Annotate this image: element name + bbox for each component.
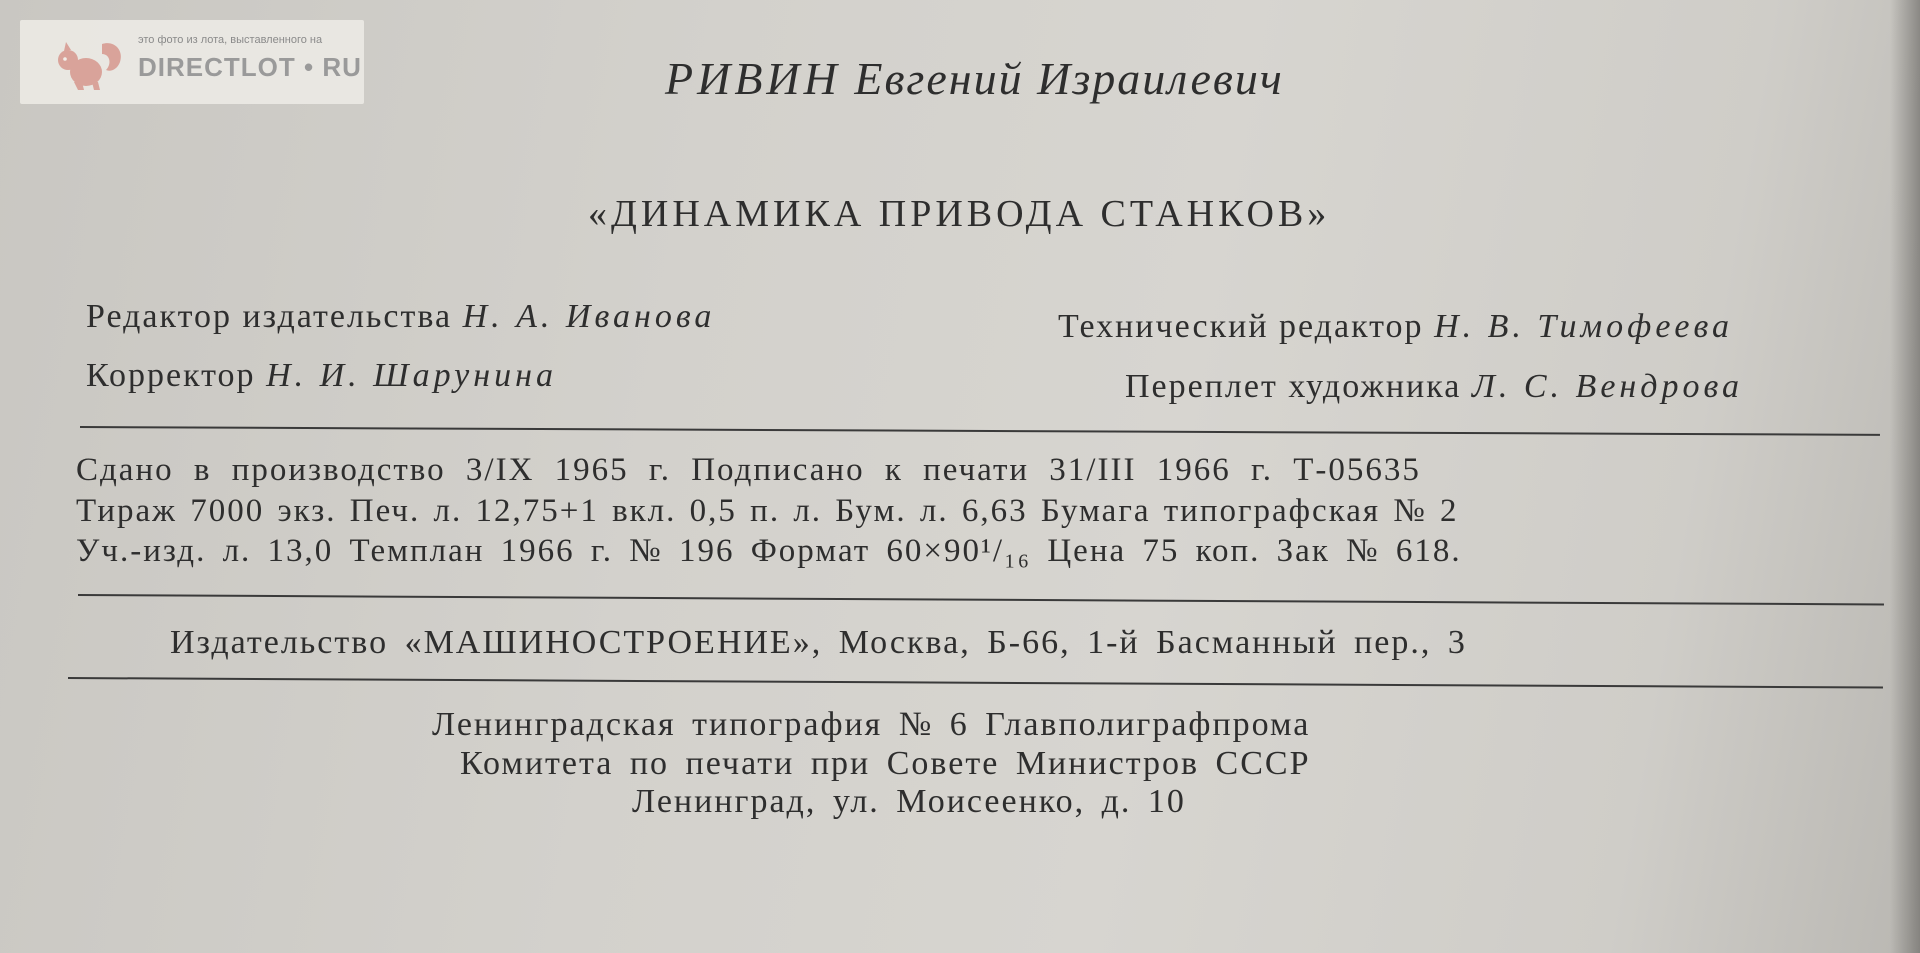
author-given-names: Евгений Израилевич — [854, 53, 1284, 104]
directlot-watermark — [20, 20, 364, 104]
credit-tech-editor — [1058, 308, 1733, 346]
author-surname: РИВИН — [665, 53, 841, 104]
divider-rule — [80, 426, 1880, 436]
imprint-line-1: Сдано в производство 3/IX 1965 г. Подписано к печати 31/III 1966 г. Т-05635 — [76, 452, 1421, 488]
binding-name: Л. С. Вендрова — [1471, 368, 1743, 405]
author-name — [665, 52, 1284, 105]
tech-editor-name: Н. В. Тимофеева — [1434, 308, 1734, 345]
editor-name: Н. А. Иванова — [462, 298, 716, 335]
divider-rule — [78, 594, 1884, 605]
editor-label: Редактор издательства — [86, 298, 453, 335]
imprint-line-3: Уч.-изд. л. 13,0 Темплан 1966 г. № 196 Формат 60×90¹/₁₆ Цена 75 коп. Зак № 618. — [76, 533, 1462, 569]
publisher-line: Издательство «МАШИНОСТРОЕНИЕ», Москва, Б-66, 1-й Басманный пер., 3 — [170, 624, 1467, 661]
book-title: «ДИНАМИКА ПРИВОДА СТАНКОВ» — [588, 193, 1331, 235]
squirrel-icon — [44, 36, 126, 92]
credit-binding — [1125, 368, 1743, 406]
page-edge-shadow — [1890, 0, 1920, 953]
corrector-label: Корректор — [86, 357, 256, 394]
tech-editor-label: Технический редактор — [1058, 308, 1424, 345]
printer-line-2: Комитета по печати при Совете Министров СССР — [460, 745, 1311, 782]
binding-label: Переплет художника — [1125, 368, 1462, 405]
credit-corrector — [86, 357, 557, 395]
printer-line-1: Ленинградская типография № 6 Главполиграфпрома — [432, 706, 1311, 743]
watermark-caption: это фото из лота, выставленного на — [138, 34, 323, 46]
credit-editor — [86, 298, 715, 336]
divider-rule — [68, 677, 1883, 689]
corrector-name: Н. И. Шарунина — [266, 357, 558, 394]
watermark-brand: DIRECTLOT • RU — [138, 52, 362, 82]
imprint-line-2: Тираж 7000 экз. Печ. л. 12,75+1 вкл. 0,5 п. л. Бум. л. 6,63 Бумага типографская № 2 — [76, 493, 1459, 529]
printer-line-3: Ленинград, ул. Моисеенко, д. 10 — [632, 783, 1186, 820]
